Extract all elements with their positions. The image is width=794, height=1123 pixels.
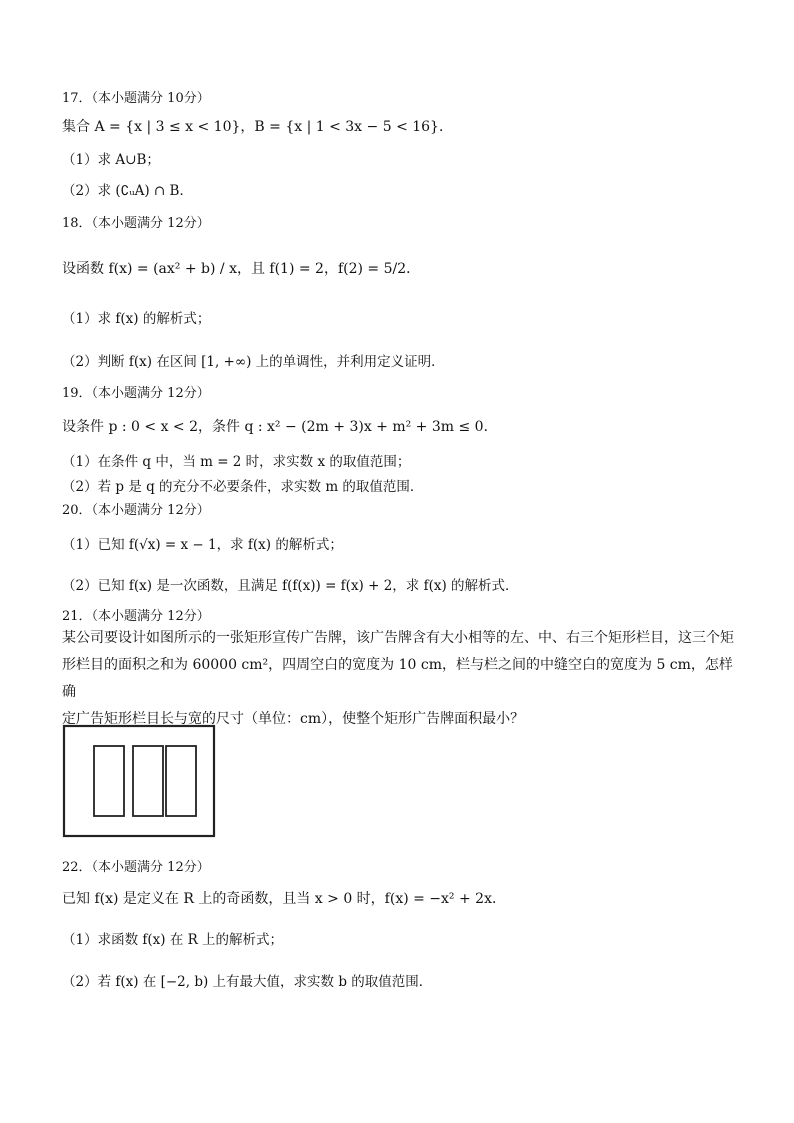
problem-17-part-1: （1）求 A∪B； (62, 152, 160, 168)
problem-22-header: 22．（本小题满分 12分） (62, 860, 210, 875)
billboard-outer-frame (64, 726, 214, 836)
problem-22-stem: 已知 f(x) 是定义在 R 上的奇函数，且当 x > 0 时，f(x) = −x² + 2x． (62, 891, 506, 907)
problem-18-part-2: （2）判断 f(x) 在区间 [1, +∞) 上的单调性，并利用定义证明． (62, 354, 445, 370)
problem-17-header: 17．（本小题满分 10分） (62, 91, 210, 106)
problem-18-stem: 设函数 f(x) = (ax² + b) / x，且 f(1) = 2，f(2) = 5/2． (62, 261, 421, 277)
problem-21-stem-line-1: 某公司要设计如图所示的一张矩形宣传广告牌，该广告牌含有大小相等的左、中、右三个矩形栏目，这三个矩 (62, 630, 734, 646)
billboard-figure (62, 724, 218, 840)
problem-19-part-1: （1）在条件 q 中，当 m = 2 时，求实数 x 的取值范围； (62, 454, 411, 470)
problem-20-part-2: （2）已知 f(x) 是一次函数，且满足 f(f(x)) = f(x) + 2，求 f(x) 的解析式． (62, 578, 519, 594)
problem-20-part-1: （1）已知 f(√x) = x − 1，求 f(x) 的解析式； (62, 537, 343, 553)
problem-22-part-1: （1）求函数 f(x) 在 R 上的解析式； (62, 932, 284, 948)
problem-21-stem (62, 625, 734, 733)
problem-21-stem-line-3: 定广告矩形栏目长与宽的尺寸（单位：cm），使整个矩形广告牌面积最小？ (62, 711, 525, 727)
problem-19-stem: 设条件 p : 0 < x < 2，条件 q : x² − (2m + 3)x + m² + 3m ≤ 0． (62, 419, 498, 435)
problem-18-header: 18．（本小题满分 12分） (62, 216, 210, 231)
billboard-left-column (94, 746, 124, 816)
billboard-right-column (166, 746, 196, 816)
problem-21-header: 21．（本小题满分 12分） (62, 609, 210, 624)
problem-22-part-2: （2）若 f(x) 在 [−2, b) 上有最大值，求实数 b 的取值范围． (62, 974, 433, 990)
problem-20-header: 20．（本小题满分 12分） (62, 503, 210, 518)
billboard-middle-column (133, 746, 163, 816)
problem-21-stem-line-2: 形栏目的面积之和为 60000 cm²，四周空白的宽度为 10 cm，栏与栏之间的中缝空白的宽度为 5 cm，怎样确 (62, 657, 733, 700)
problem-17-part-2: （2）求 (∁ᵤA) ∩ B． (62, 183, 193, 199)
problem-18-part-1: （1）求 f(x) 的解析式； (62, 311, 211, 327)
problem-19-header: 19．（本小题满分 12分） (62, 386, 210, 401)
problem-19-part-2: （2）若 p 是 q 的充分不必要条件，求实数 m 的取值范围． (62, 479, 424, 495)
problem-17-stem: 集合 A = {x | 3 ≤ x < 10}，B = {x | 1 < 3x − 5 < 16}． (62, 119, 453, 135)
